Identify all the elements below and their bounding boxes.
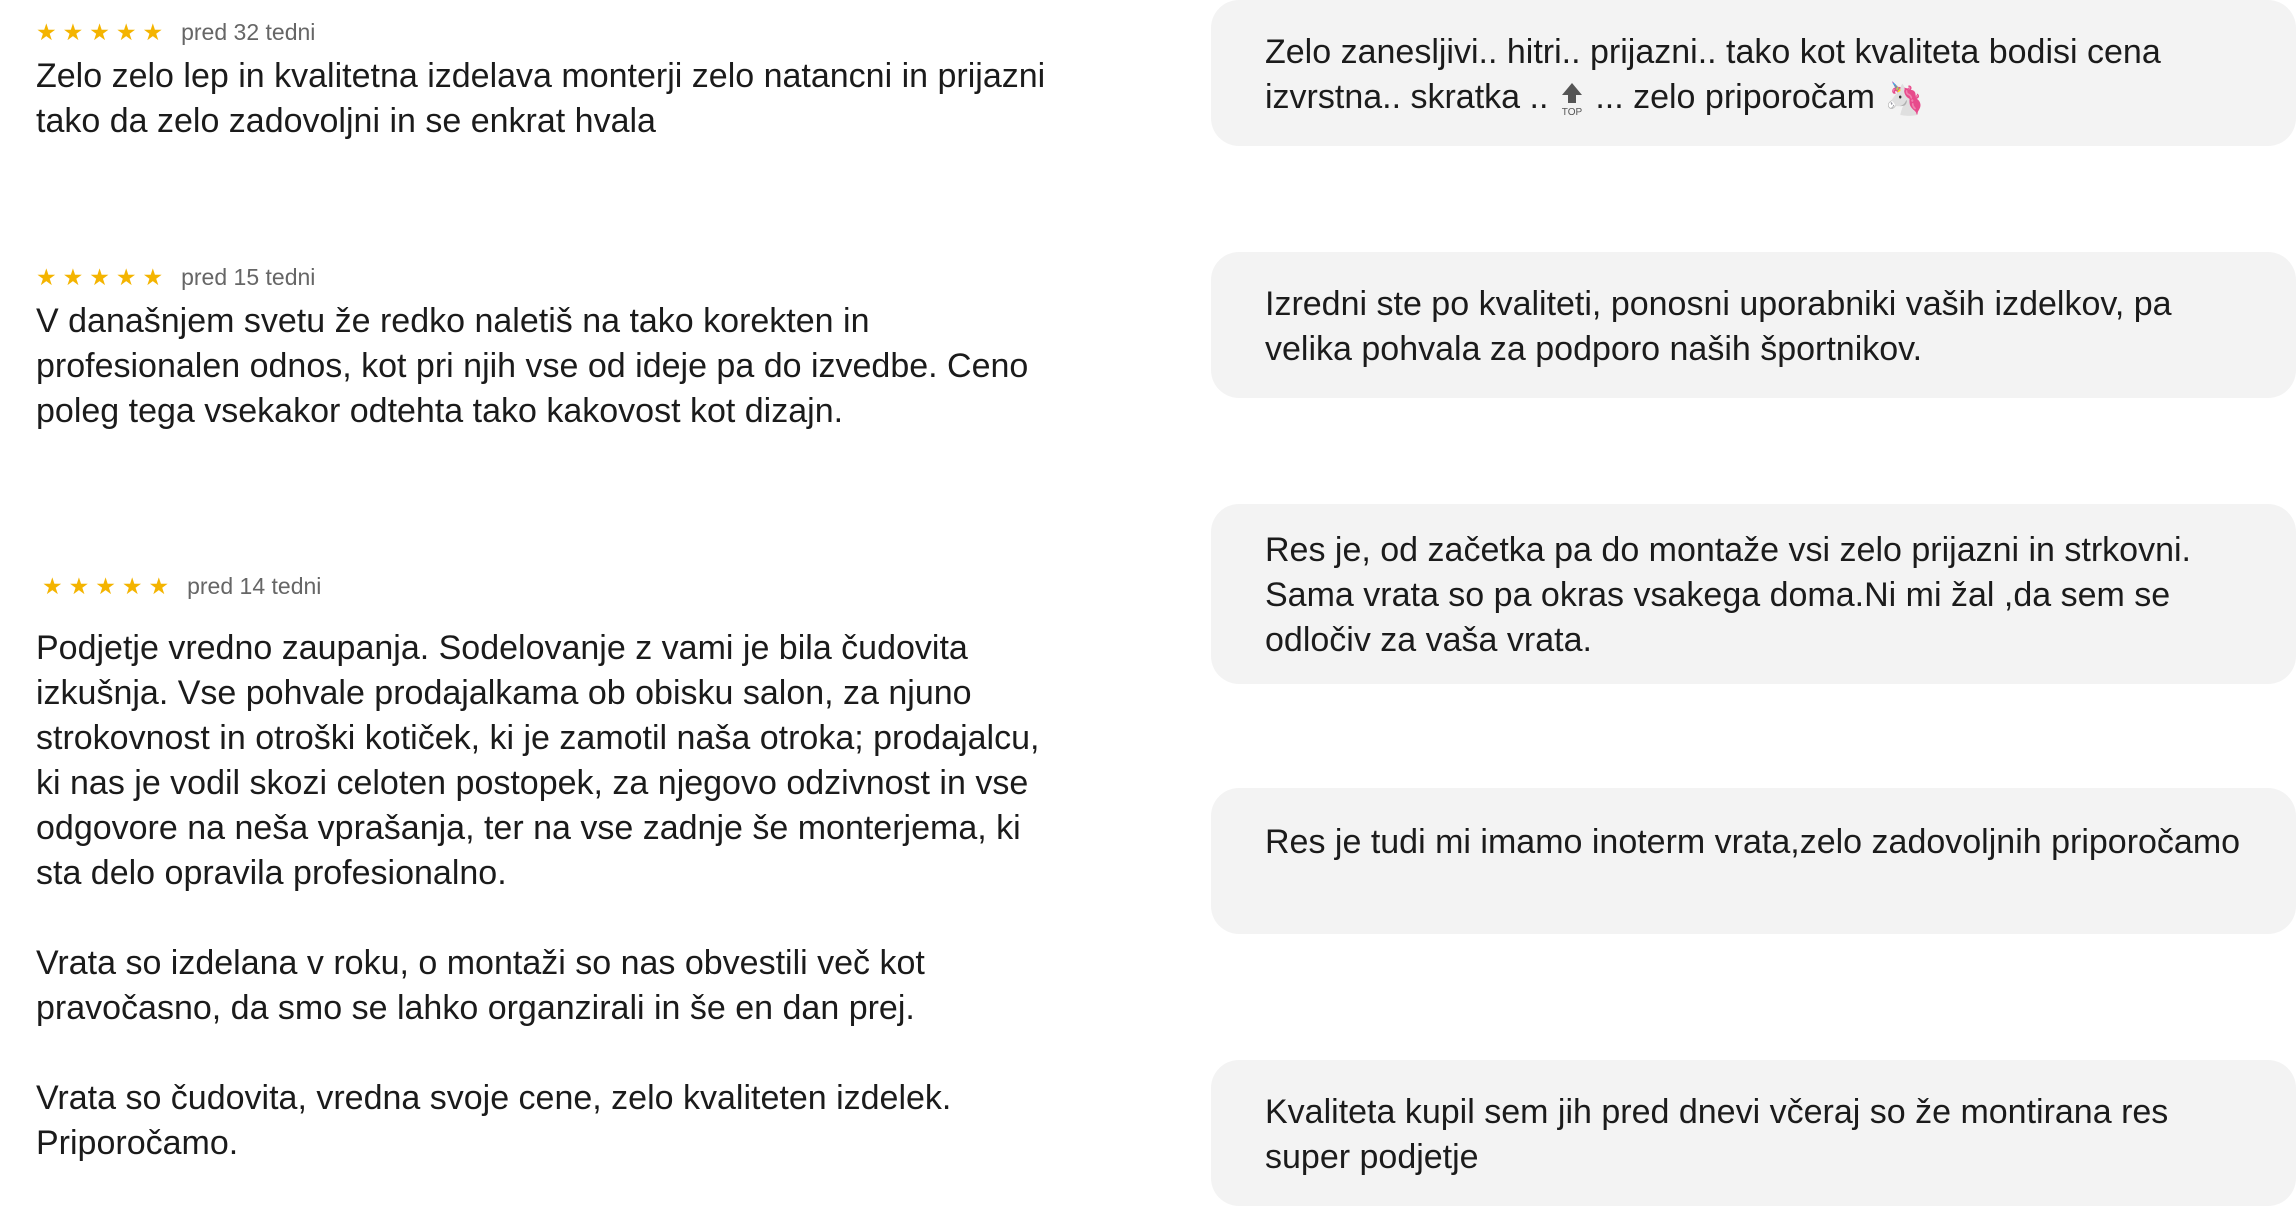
top-arrow-icon [1558,79,1586,119]
star-rating: ★★★★★ [36,263,170,290]
review-text: Zelo zelo lep in kvalitetna izdelava monterji zelo natancni in prijazni tako da zelo zadovoljni in se enkrat hvala [36,57,1046,140]
review-date: pred 14 tedni [187,572,322,599]
review-meta [36,566,1046,606]
comment-card-4 [1211,788,2296,934]
comment-text-part: ... zelo priporočam [1595,78,1875,116]
review-2 [36,257,1046,434]
review-date: pred 15 tedni [181,263,316,290]
comment-text: Res je tudi mi imamo inoterm vrata,zelo zadovoljnih priporočamo [1265,823,2241,861]
unicorn-icon: 🦄 [1884,80,1925,117]
comment-card-1 [1211,0,2296,146]
star-rating: ★★★★★ [42,572,176,599]
star-rating: ★★★★★ [36,18,170,45]
review-date: pred 32 tedni [181,18,316,45]
top-icon-label: TOP [1561,107,1583,119]
review-text: V današnjem svetu že redko naletiš na tako korekten in profesionalen odnos, kot pri njih vse od ideje pa do izvedbe. Ceno poleg tega vsekakor odtehta tako kakovost kot dizajn. [36,302,1029,430]
review-text: Podjetje vredno zaupanja. Sodelovanje z vami je bila čudovita izkušnja. Vse pohvale prodajalkama ob obisku salon, za njuno strokovnost in otroški kotiček, ki je zamotil naša otroka; prodajalcu, ki nas je vodil skozi celoten postopek, za njegovo odzivnost in vse odgovore na neša vprašanja, ter na vse zadnje še monterjema, ki sta delo opravila profesionalno. Vrata so izdelana v roku, o montaži so nas obvestili več kot pravočasno, da smo se lahko organzirali in še en dan prej. Vrata so čudovita, vredna svoje cene, zelo kvaliteten izdelek. Priporočamo. [36,629,1040,1162]
comment-text-part: Zelo zanesljivi.. hitri.. prijazni.. tako kot kvaliteta bodisi cena izvrstna.. skratka .. [1265,33,2161,116]
comment-text: Res je, od začetka pa do montaže vsi zelo prijazni in strkovni. Sama vrata so pa okras vsakega doma.Ni mi žal ,da sem se odločiv za vaša vrata. [1265,531,2192,659]
review-3 [36,566,1046,1166]
comment-text [1265,30,2256,122]
review-1 [36,12,1046,144]
comment-card-2 [1211,252,2296,398]
review-meta [36,12,1046,52]
comment-card-3 [1211,504,2296,684]
comment-text: Izredni ste po kvaliteti, ponosni uporabniki vaših izdelkov, pa velika pohvala za podporo naših športnikov. [1265,285,2172,368]
review-meta [36,257,1046,297]
comment-card-5 [1211,1060,2296,1206]
comment-text: Kvaliteta kupil sem jih pred dnevi včeraj so že montirana res super podjetje [1265,1093,2169,1176]
